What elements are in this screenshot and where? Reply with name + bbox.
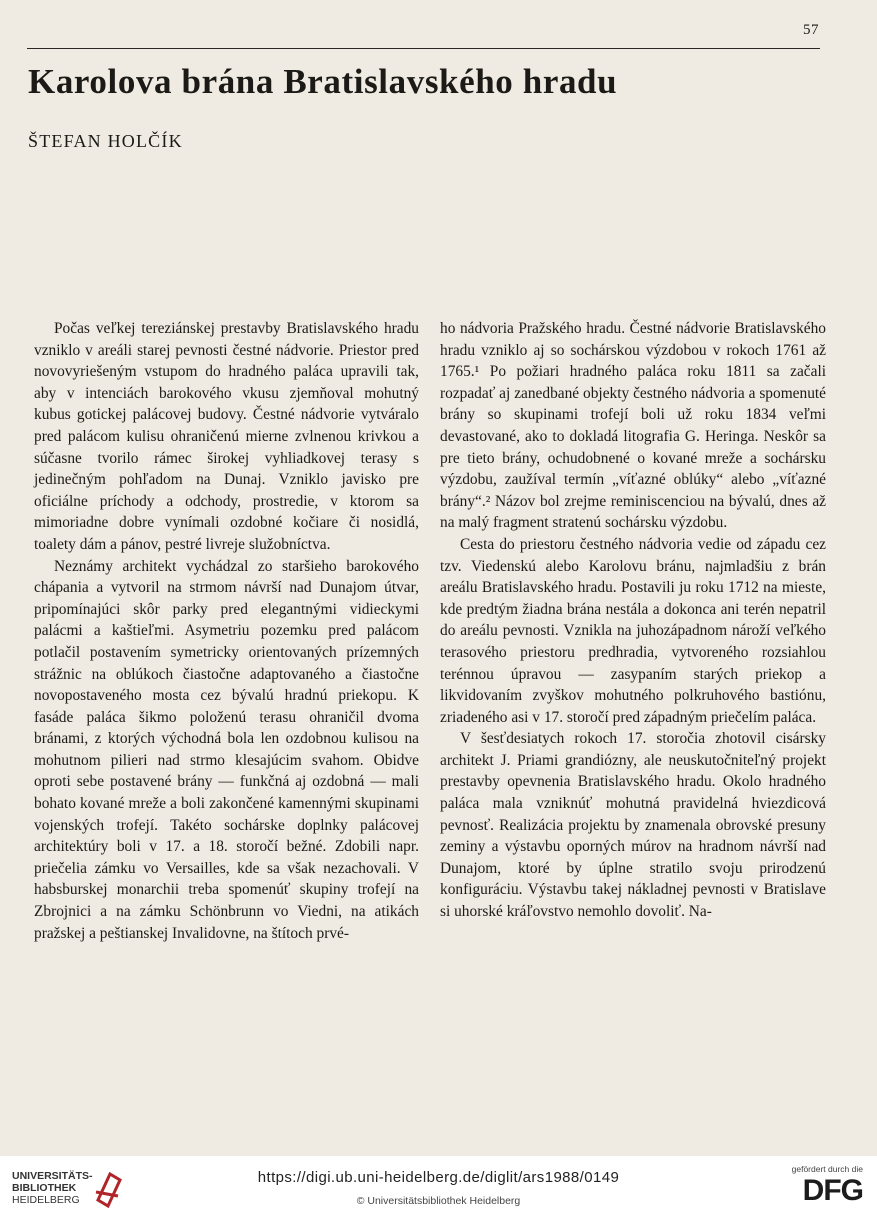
left-column [34, 318, 419, 944]
library-name-line: HEIDELBERG [12, 1194, 80, 1206]
viewer-footer [0, 1156, 877, 1219]
article-title: Karolova brána Bratislavského hradu [28, 62, 618, 101]
copyright-notice: © Universitätsbibliothek Heidelberg [356, 1195, 521, 1207]
library-name-line: BIBLIOTHEK [12, 1182, 77, 1194]
author-name: ŠTEFAN HOLČÍK [28, 131, 183, 151]
dfg-mark: DFG [802, 1174, 863, 1207]
paragraph: Cesta do priestoru čestného nádvoria vedie od západu cez tzv. Viedenskú alebo Karolovu bránu, najmladšiu z brán areálu Bratislavského hradu. Postavili ju roku 1712 na mieste, kde predtým žiadna brána nestála a dokonca ani terén nepatril do areálu pevnosti. Vznikla na juhozápadnom nároží veľkého terasového priestoru predhradia, vytvoreného rozsiahlou terénnou úpravou — zasypaním starých priekop a likvidovaním zvyškov mohutného polkruhového bastiónu, zriadeného asi v 17. storočí pred západným priečelím paláca. [440, 535, 826, 726]
paragraph: Počas veľkej tereziánskej prestavby Bratislavského hradu vzniklo v areáli starej pevnosti čestné nádvorie. Priestor pred novovyriešeným vstupom do hradného paláca upravili tak, aby v intenciách barokového vkusu zjemňoval mohutný kubus gotickej palácovej budovy. Čestné nádvorie vytváralo pred palácom kulisu ohraničenú mierne zvlnenou krivkou a súčasne tvorilo rámec širokej vyhliadkovej terasy s jedinečným pohľadom na Dunaj. Vzniklo javisko pre oficiálne príchody a odchody, prostredie, v ktorom sa mimoriadne dobre vynímali ozdobné kočiare či nosidlá, toalety dám a pánov, pestré livreje služobníctva. [34, 320, 419, 553]
paragraph: V šesťdesiatych rokoch 17. storočia zhotovil cisársky architekt J. Priami grandiózny, ale neuskutočniteľný projekt prestavby opevnenia Bratislavského hradu. Okolo hradného paláca mala vzniknúť mohutná pravidelná hviezdicová pevnosť. Realizácia projektu by znamenala obrovské presuny zeminy a výstavbu oporných múrov na hradnom návrší nad Dunajom, ktoré by úplne stratilo svoju prirodzenú konfiguráciu. Výstavbu takej nákladnej pevnosti v Bratislave si uhorské kráľovstvo nemohlo dovoliť. Na- [440, 730, 826, 921]
dfg-logo[interactable] [771, 1164, 863, 1212]
top-rule [27, 48, 820, 49]
paragraph: Neznámy architekt vychádzal zo staršieho barokového chápania a vytvoril na strmom návrší nad Dunajom útvar, pripomínajúci skôr parky pred elegantnými vidieckymi palácmi a kaštieľmi. Asymetriu pozemku pred palácom potlačil postavením symetricky orientovaných prízemných strážnic na oblúkoch čiastočne adaptovaného a čiastočne novopostaveného mosta cez bývalú hradnú priekopu. K fasáde paláca šikmo položenú terasu ohraničil dvoma bránami, z ktorých východná bola len ozdobnou kulisou na mohutnom pilieri nad strmo klesajúcim svahom. Obidve oproti sebe postavené brány — funkčná aj ozdobná — mali bohato kované mreže a boli zakončené kamennými skupinami vojenských trofejí. Takéto sochárske doplnky palácovej architektúry boli v 17. a 18. storočí bežné. Zdobili napr. priečelia zámku vo Versailles, kde sa však nezachovali. V habsburskej monarchii treba spomenúť skupiny trofejí na Zbrojnici a na zámku Schönbrunn vo Viedni, na atikách pražskej a peštianskej Invalidovne, na štítoch prvé- [34, 557, 419, 942]
right-column [440, 318, 826, 923]
page-number: 57 [803, 22, 819, 38]
document-url[interactable]: https://digi.ub.uni-heidelberg.de/diglit/ars1988/0149 [257, 1169, 620, 1186]
library-name-line: UNIVERSITÄTS- [12, 1170, 93, 1182]
paragraph: ho nádvoria Pražského hradu. Čestné nádvorie Bratislavského hradu vzniklo aj so sochárskou výzdobou v rokoch 1761 až 1765.¹ Po požiari hradného paláca roku 1811 sa začali rozpadať aj zanedbané objekty čestného nádvoria a spomenuté brány so skupinami trofejí boli už roku 1834 veľmi devastované, ako to dokladá litografia G. Heringa. Neskôr sa pre tieto brány, ochudobnené o kované mreže a sochársku výzdobu, zaužíval termín „víťazné oblúky“ alebo „víťazné brány“.² Názov bol zrejme reminiscenciou na bývalú, dnes až na malý fragment stratenú sochársku výzdobu. [440, 320, 826, 532]
dfg-caption: gefördert durch die [791, 1164, 863, 1174]
